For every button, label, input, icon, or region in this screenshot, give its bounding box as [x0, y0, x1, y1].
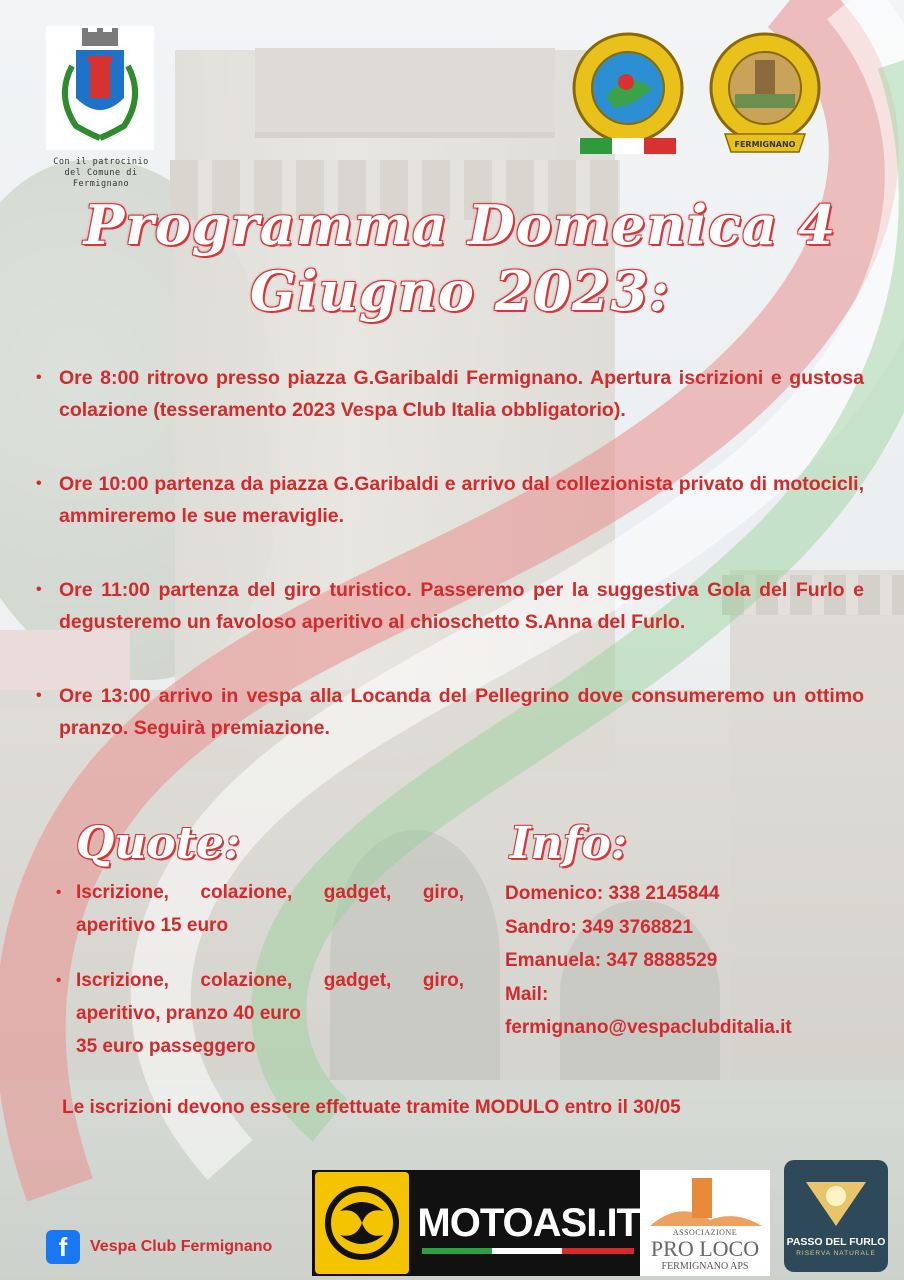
quote-item: [56, 964, 464, 1063]
program-item-11am: • Ore 11:00 partenza del giro turistico. Passeremo per la suggestiva Gola del Furlo e degusteremo un favoloso aperitivo al chioschetto S.Anna del Furlo.: [36, 574, 864, 638]
contact-mail-label: Mail:: [505, 983, 549, 1005]
quote-item-subtext: 35 euro passeggero: [76, 1036, 256, 1057]
program-item-10am: • Ore 10:00 partenza da piazza G.Garibaldi e arrivo dal collezionista privato di motocicli, ammireremo le sue meraviglie.: [36, 468, 864, 532]
contact-emanuela: Emanuela: 347 8888529: [505, 950, 718, 971]
quote-item-text: Iscrizione, colazione, gadget, giro, aperitivo 15 euro: [76, 882, 464, 936]
furlo-name: PASSO DEL FURLO: [786, 1236, 886, 1248]
pro-loco-subtitle: FERMIGNANO APS: [661, 1261, 749, 1272]
facebook-label: Vespa Club Fermignano: [90, 1238, 273, 1255]
patronage-line: Con il patrocinio: [53, 157, 149, 167]
info-contacts: [505, 877, 875, 1045]
pro-loco-association: ASSOCIAZIONE: [672, 1228, 738, 1237]
contact-email[interactable]: fermignano@vespaclubditalia.it: [505, 1017, 792, 1038]
contact-domenico: Domenico: 338 2145844: [505, 883, 720, 904]
page-title: [60, 192, 860, 324]
vespa-club-italia-logo: [568, 30, 688, 158]
facebook-icon: f: [46, 1230, 80, 1264]
patronage-line: Fermignano: [72, 179, 130, 189]
quote-title: Quote:: [76, 818, 241, 869]
pro-loco-logo: [640, 1170, 770, 1276]
vespa-club-fermignano-logo: [705, 30, 825, 158]
municipal-crest: [46, 26, 154, 150]
quote-item: [56, 876, 464, 942]
facebook-link[interactable]: [46, 1229, 272, 1265]
passo-del-furlo-logo: [784, 1160, 888, 1272]
title-line-1: Programma Domenica 4: [83, 193, 837, 257]
pro-loco-name: PRO LOCO: [650, 1236, 760, 1261]
motoasi-mark-icon: [315, 1172, 409, 1274]
title-line-2: Giugno 2023:: [250, 259, 670, 323]
program-item-1pm: • Ore 13:00 arrivo in vespa alla Locanda del Pellegrino dove consumeremo un ottimo pranzo. Seguirà premiazione.: [36, 680, 864, 744]
registration-deadline: Le iscrizioni devono essere effettuate tramite MODULO entro il 30/05: [62, 1097, 681, 1118]
svg-text:FERMIGNANO: FERMIGNANO: [734, 140, 796, 149]
quote-item-text: Iscrizione, colazione, gadget, giro, aperitivo, pranzo 40 euro: [76, 970, 464, 1024]
motoasi-text: MOTOASI.IT: [417, 1200, 640, 1245]
furlo-subtitle: RISERVA NATURALE: [796, 1250, 876, 1257]
quote-list: [56, 876, 464, 1085]
motoasi-logo: [312, 1170, 640, 1276]
contact-sandro: Sandro: 349 3768821: [505, 916, 694, 938]
program-item-8am: • Ore 8:00 ritrovo presso piazza G.Garibaldi Fermignano. Apertura iscrizioni e gustosa colazione (tesseramento 2023 Vespa Club Italia obbligatorio).: [36, 362, 864, 426]
italian-stripe: [422, 1248, 634, 1254]
patronage-text: [40, 157, 162, 190]
info-title: Info:: [510, 818, 628, 869]
program-list: [36, 362, 864, 744]
patronage-line: del Comune di: [64, 168, 138, 178]
